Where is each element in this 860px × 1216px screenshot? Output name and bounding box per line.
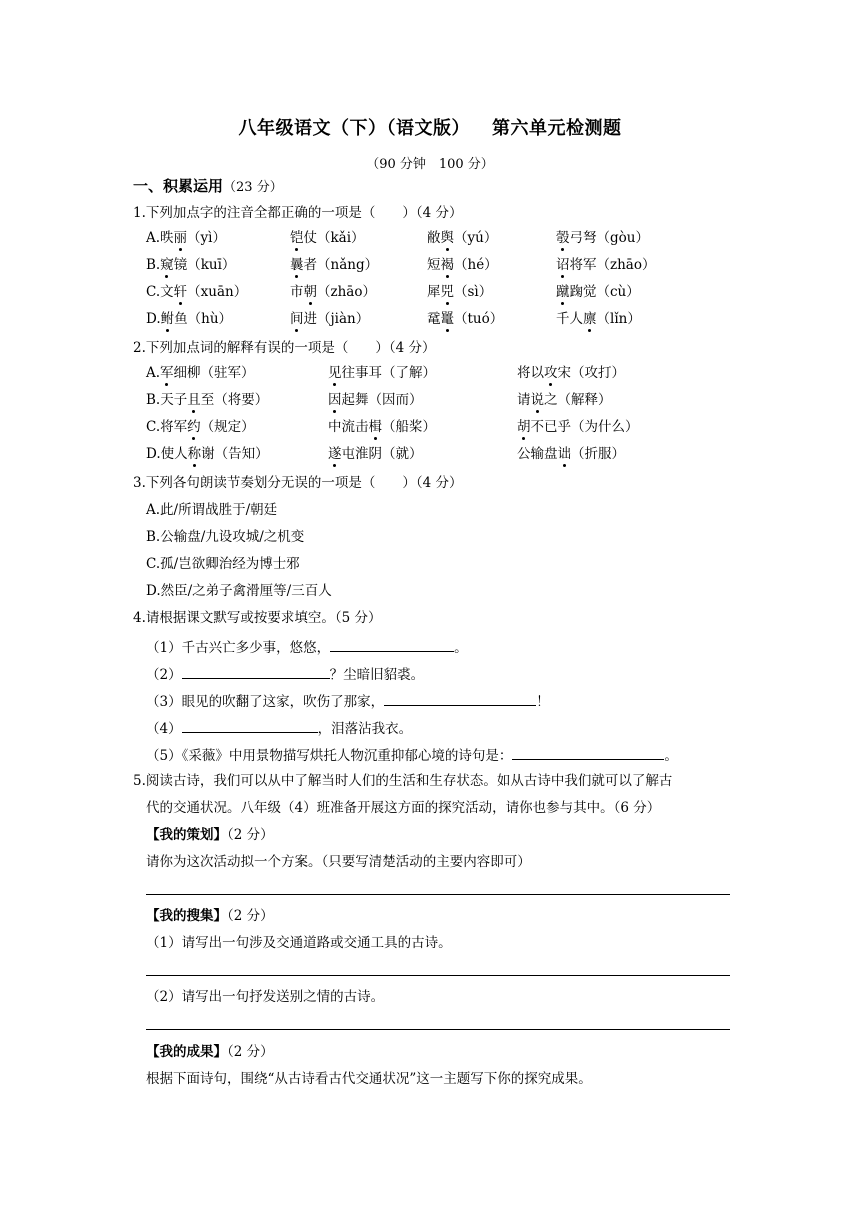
fill-blank-2: （2） ？尘暗旧貂裘。 [146,664,424,684]
plan-heading: 【我的策划】（2 分） [146,827,274,843]
question-4-stem: 4.请根据课文默写或按要求填空。（5 分） [133,610,382,626]
q1-item: 犀兕（sì） [427,284,493,300]
plan-prompt: 请你为这次活动拟一个方案。（只要写清楚活动的主要内容即可） [146,854,531,870]
q1-item: 诏将军（zhāo） [556,257,656,273]
q2-item: 因起舞（因而） [328,392,423,408]
section-heading [133,177,283,197]
q2-option-c: C.将军约（规定） [146,419,255,435]
collect-heading: 【我的搜集】（2 分） [146,908,274,924]
result-heading: 【我的成果】（2 分） [146,1044,274,1060]
q2-item: 见往事耳（了解） [328,365,436,381]
q2-item: 请说之（解释） [517,392,612,408]
answer-line[interactable] [146,975,730,976]
q1-item: 鼋鼍（tuó） [427,311,504,327]
page-title [0,114,860,140]
q1-item: 市朝（zhāo） [290,284,376,300]
q1-item: 短褐（hé） [427,257,498,273]
q3-option-c: C.孤/岂欲卿治经为博士邪 [146,556,300,572]
question-3-stem: 3.下列各句朗读节奏划分无误的一项是（ ）（4 分） [133,475,463,491]
q2-option-b: B.天子且至（将要） [146,392,269,408]
q2-item: 公输盘诎（折服） [517,446,625,462]
blank-answer-field[interactable] [182,718,318,733]
q2-item: 将以攻宋（攻打） [517,365,625,381]
question-5-stem-cont: 代的交通状况。八年级（4）班准备开展这方面的探究活动，请你也参与其中。（6 分） [146,800,661,816]
section-label: 一、积累运用 [133,177,224,195]
answer-line[interactable] [146,1029,730,1030]
q1-item: 敝舆（yú） [427,230,498,246]
answer-line[interactable] [146,894,730,895]
blank-answer-field[interactable] [330,637,454,652]
result-prompt: 根据下面诗句，围绕“从古诗看古代交通状况”这一主题写下你的探究成果。 [146,1071,592,1087]
q3-option-a: A.此/所谓战胜于/朝廷 [146,502,278,518]
q2-item: 中流击楫（船桨） [328,419,436,435]
q1-item: 彀弓弩（gòu） [556,230,649,246]
exam-duration-score: （90 分钟 100 分） [366,157,494,172]
fill-blank-5: （5）《采薇》中用景物描写烘托人物沉重抑郁心境的诗句是： 。 [146,745,678,765]
fill-blank-3: （3）眼见的吹翻了这家，吹伤了那家， ！ [146,691,550,711]
q1-option-a: A.昳丽（yì） [146,230,226,246]
fill-blank-1: （1）千古兴亡多少事，悠悠， 。 [146,637,468,657]
collect-prompt-2: （2）请写出一句抒发送别之情的古诗。 [146,989,385,1005]
q2-item: 胡不已乎（为什么） [517,419,639,435]
q1-item: 蹴踘觉（cù） [556,284,640,300]
q3-option-b: B.公输盘/九设攻城/之机变 [146,529,305,545]
blank-answer-field[interactable] [384,691,536,706]
q1-item: 间进（jiàn） [290,311,370,327]
blank-answer-field[interactable] [182,664,330,679]
question-1-stem: 1.下列加点字的注音全都正确的一项是（ ）（4 分） [133,205,463,221]
question-5-stem: 5.阅读古诗，我们可以从中了解当时人们的生活和生存状态。如从古诗中我们就可以了解古 [133,773,673,789]
q1-item: 铠仗（kǎi） [290,230,365,246]
q1-item: 千人廪（lǐn） [556,311,641,327]
question-2-stem: 2.下列加点词的解释有误的一项是（ ）（4 分） [133,340,436,356]
q1-option-b: B.窥镜（kuī） [146,257,236,273]
q3-option-d: D.然臣/之弟子禽滑厘等/三百人 [146,583,332,599]
fill-blank-4: （4） ，泪落沾我衣。 [146,718,412,738]
q2-option-a: A.军细柳（驻军） [146,365,255,381]
q2-option-d: D.使人称谢（告知） [146,446,269,462]
q2-item: 遂屯淮阴（就） [328,446,423,462]
q1-option-d: D.鲋鱼（hù） [146,311,233,327]
section-score: （23 分） [223,180,283,195]
blank-answer-field[interactable] [512,745,664,760]
collect-prompt-1: （1）请写出一句涉及交通道路或交通工具的古诗。 [146,935,452,951]
title-unit: 第六单元检测题 [492,118,622,139]
q1-option-c: C.文轩（xuān） [146,284,248,300]
title-main: 八年级语文（下）（语文版） [238,118,470,139]
q1-item: 曩者（nǎng） [290,257,379,273]
